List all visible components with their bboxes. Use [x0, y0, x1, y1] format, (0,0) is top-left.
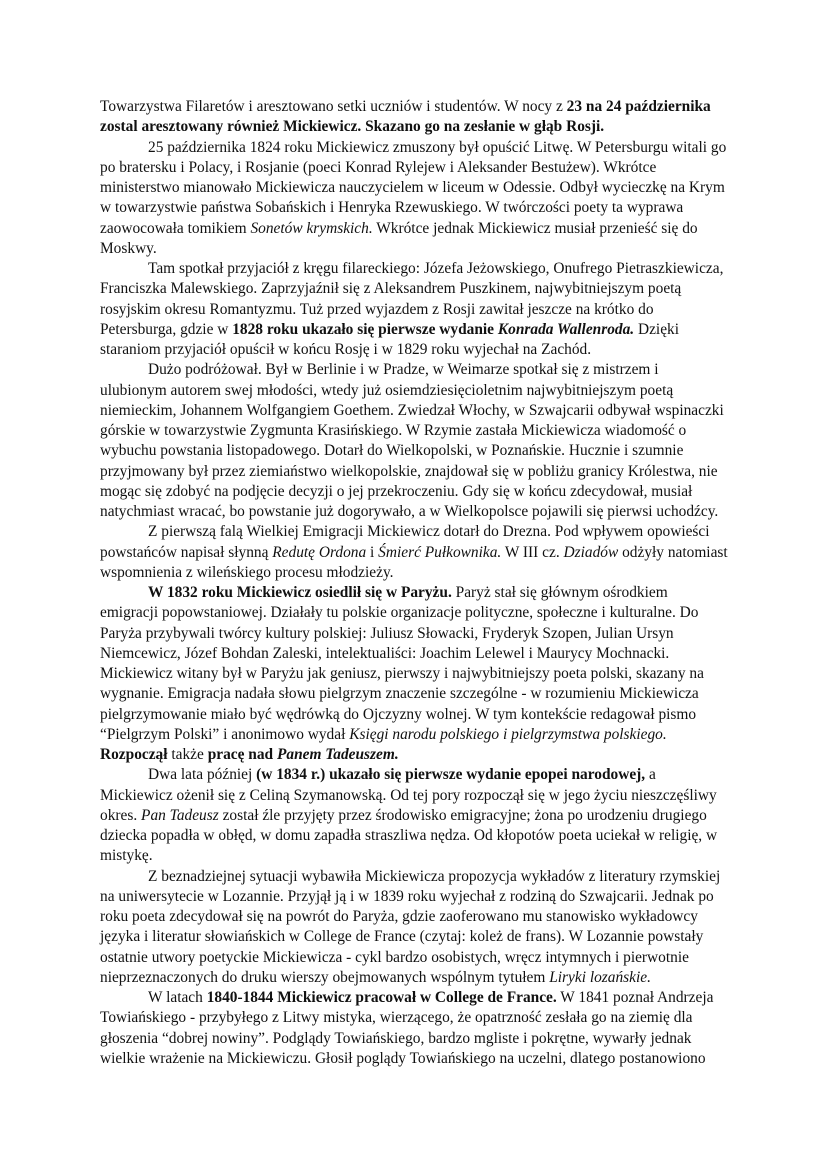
text-run: 1840-1844 Mickiewicz pracował w College de France.: [206, 989, 557, 1006]
paragraph: [100, 522, 728, 583]
text-run: Tam spotkał przyjaciół z kręgu filareckiego: Józefa Jeżowskiego, Onufrego Pietraszkiewicza, Franciszka Malewskiego. Zaprzyjaźnił się z Aleksandrem Puszkinem, najwybitniejszym poetą rosyjskim okresu Romantyzmu. Tuż przed wyjazdem z Rosji zawitał jeszcze na krótko do Petersburga, gdzie w: [100, 260, 724, 338]
text-run: W 1841 poznał Andrzeja Towiańskiego - przybyłego z Litwy mistyka, wierzącego, że opatrzność zesłała go na ziemię dla głoszenia “dobrej nowiny”. Podglądy Towiańskiego, bardzo mgliste i pokrętne, wywarły jednak wielkie wrażenie na Mickiewiczu. Głosił poglądy Towiańskiego na uczelni, dlatego postanowiono: [100, 989, 714, 1067]
paragraph: [100, 259, 728, 360]
text-run: 25 października 1824 roku Mickiewicz zmuszony był opuścić Litwę. W Petersburgu witali go po bratersku i Polacy, i Rosjanie (poeci Konrad Rylejew i Aleksander Bestużew). Wkrótce ministerstwo mianowało Mickiewicza nauczycielem w liceum w Odessie. Odbył wycieczkę na Krym w towarzystwie państwa Sobańskich i Henryka Rzewuskiego. W twórczości poety ta wyprawa zaowocowała tomikiem: [100, 138, 727, 237]
paragraph: [100, 745, 728, 765]
text-run: Dzięki staraniom przyjaciół opuścił w końcu Rosję i w 1829 roku wyjechał na Zachód.: [100, 320, 680, 358]
text-run: Konrada Wallenroda.: [497, 320, 635, 338]
text-run: Paryż stał się głównym ośrodkiem emigracji popowstaniowej. Działały tu polskie organizacje polityczne, społeczne i kulturalne. Do Paryża przybywali twórcy kultury polskiej: Juliusz Słowacki, Fryderyk Szopen, Julian Ursyn Niemcewicz, Józef Bohdan Zaleski, intelektualiści: Joachim Lelewel i Maurycy Mochnacki. Mickiewicz witany był w Paryżu jak geniusz, pierwszy i najwybitniejszy poeta polski, skazany na wygnanie. Emigracja nadała słowu pielgrzym znaczenie szczególne - w rozumieniu Mickiewicza pielgrzymowanie miało być wędrówką do Ojczyzny wolnej. W tym kontekście redagował pismo “Pielgrzym Polski” i anonimowo wydał: [100, 584, 704, 743]
paragraph: [100, 97, 728, 138]
paragraph: [100, 988, 728, 1069]
text-run: Redutę Ordona: [272, 543, 367, 561]
text-run: W latach: [148, 989, 207, 1006]
text-run: Sonetów krymskich.: [250, 219, 373, 237]
text-run: Liryki lozańskie.: [549, 968, 651, 986]
text-run: Pan Tadeusz: [141, 806, 219, 824]
paragraph: [100, 583, 728, 745]
text-run: Panem Tadeuszem.: [276, 746, 399, 763]
text-run: został źle przyjęty przez środowisko emigracyjne; żona po urodzeniu drugiego dziecka popadła w obłęd, w domu zapadła straszliwa nędza. Od kłopotów poeta uciekał w religię, w mistykę.: [100, 806, 718, 865]
text-run: Z beznadziejnej sytuacji wybawiła Mickiewicza propozycja wykładów z literatury rzymskiej na uniwersytecie w Lozannie. Przyjął ją i w 1839 roku wyjechał z rodziną do Szwajcarii. Jednak po roku poeta zdecydował się na powrót do Paryża, gdzie zaoferowano mu stanowisko wykładowcy języka i literatur słowiańskich w College de France (czytaj: koleż de frans). W Lozannie powstały ostatnie utwory poetyckie Mickiewicza - cykl bardzo osobistych, wręcz intymnych i pierwotnie nieprzeznaczonych do druku wierszy obejmowanych wspólnym tytułem: [100, 867, 721, 986]
paragraph: [100, 765, 728, 866]
text-run: Z pierwszą falą Wielkiej Emigracji Mickiewicz dotarł do Drezna. Pod wpływem opowieści powstańców napisał słynną: [100, 523, 710, 561]
text-run: i: [366, 543, 379, 561]
text-run: Wkrótce jednak Mickiewicz musiał przenieść się do Moskwy.: [100, 219, 698, 257]
document-page: [100, 97, 728, 1069]
text-run: W III cz.: [501, 543, 564, 561]
text-run: Rozpoczął: [100, 746, 168, 763]
paragraph: [100, 360, 728, 522]
text-run: Towarzystwa Filaretów i aresztowano setki uczniów i studentów. W nocy z: [100, 98, 567, 115]
text-run: pracę nad: [207, 746, 277, 763]
text-run: W 1832 roku Mickiewicz osiedlił się w Paryżu.: [148, 584, 452, 601]
text-run: Dziadów: [563, 543, 619, 561]
text-run: a Mickiewicz ożenił się z Celiną Szymanowską. Od tej pory rozpoczął się w jego życiu nieszczęśliwy okres.: [100, 766, 717, 824]
text-run: także: [167, 746, 208, 763]
text-run: Księgi narodu polskiego i pielgrzymstwa polskiego.: [349, 725, 667, 743]
paragraph: [100, 138, 728, 260]
text-run: Dwa lata później: [148, 766, 257, 784]
text-run: odżyły natomiast wspomnienia z wileńskiego procesu młodzieży.: [100, 543, 728, 581]
text-run: Dużo podróżował. Był w Berlinie i w Pradze, w Weimarze spotkał się z mistrzem i ulubionym autorem swej młodości, wtedy już osiemdziesięcioletnim najwybitniejszym poetą niemieckim, Johannem Wolfgangiem Goethem. Zwiedzał Włochy, w Szwajcarii odbywał wspinaczki górskie w towarzystwie Zygmunta Krasińskiego. W Rzymie zastała Mickiewicza wiadomość o wybuchu powstania listopadowego. Dotarł do Wielkopolski, w Poznańskie. Hucznie i szumnie przyjmowany był przez ziemiaństwo wielkopolskie, znajdował się w pobliżu granicy Królestwa, nie mogąc się zdobyć na podjęcie decyzji o jej przekroczeniu. Gdy się w końcu zdecydował, musiał natychmiast wracać, bo powstanie już dogorywało, a w Wielkopolsce pojawili się pierwsi uchodźcy.: [100, 361, 724, 520]
paragraph: [100, 867, 728, 989]
text-run: 1828 roku ukazało się pierwsze wydanie: [232, 320, 498, 338]
text-run: (w 1834 r.) ukazało się pierwsze wydanie epopei narodowej,: [256, 766, 646, 784]
text-run: 23 na 24 października zostal aresztowany również Mickiewicz. Skazano go na zesłanie w głąb Rosji.: [100, 98, 711, 136]
text-run: Śmierć Pułkownika.: [378, 543, 502, 561]
